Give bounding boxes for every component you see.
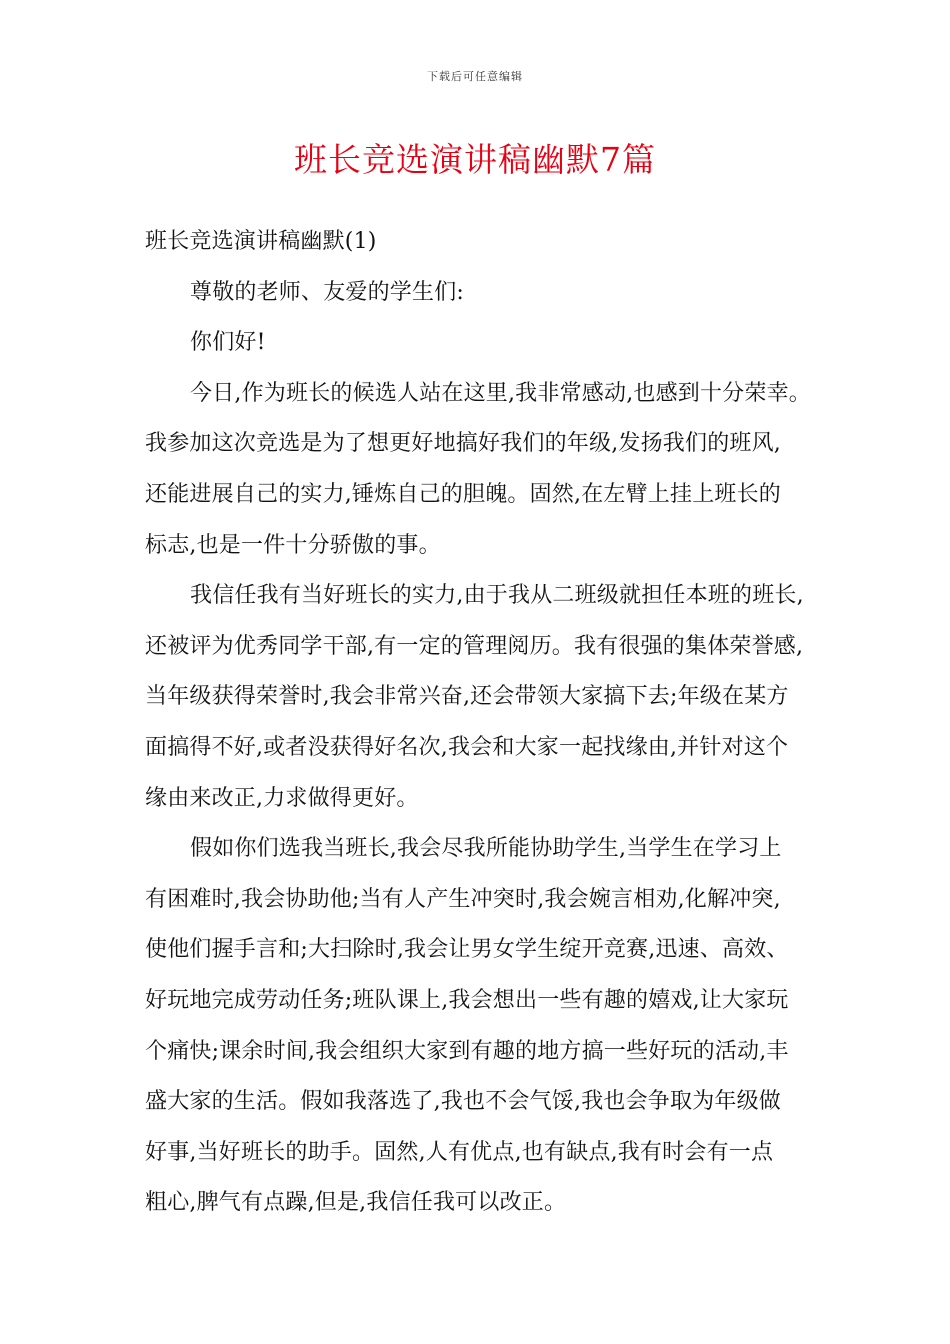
text-line: 我参加这次竞选是为了想更好地搞好我们的年级,发扬我们的班风, (145, 431, 781, 457)
section-heading: 班长竞选演讲稿幽默(1) (145, 229, 377, 254)
text-line: 今日,作为班长的候选人站在这里,我非常感动,也感到十分荣幸。 (190, 380, 811, 406)
text-line: 缘由来改正,力求做得更好。 (145, 785, 419, 811)
text-line: 还能进展自己的实力,锤炼自己的胆魄。固然,在左臂上挂上班长的 (145, 481, 781, 507)
text-line: 面搞得不好,或者没获得好名次,我会和大家一起找缘由,并针对这个 (145, 734, 789, 760)
text-line: 我信任我有当好班长的实力,由于我从二班级就担任本班的班长, (190, 583, 804, 609)
header-note: 下载后可任意编辑 (427, 70, 523, 83)
text-line: 还被评为优秀同学干部,有一定的管理阅历。我有很强的集体荣誉感, (145, 633, 804, 659)
text-line: 好事,当好班长的助手。固然,人有优点,也有缺点,我有时会有一点 (145, 1139, 774, 1165)
text-line: 盛大家的生活。假如我落选了,我也不会气馁,我也会争取为年级做 (145, 1089, 781, 1115)
text-line: 你们好! (190, 330, 266, 356)
text-line: 使他们握手言和;大扫除时,我会让男女学生绽开竞赛,迅速、高效、 (145, 937, 789, 963)
text-line: 当年级获得荣誉时,我会非常兴奋,还会带领大家搞下去;年级在某方 (145, 684, 789, 710)
document-title: 班长竞选演讲稿幽默7篇 (294, 140, 656, 179)
text-line: 个痛快;课余时间,我会组织大家到有趣的地方搞一些好玩的活动,丰 (145, 1038, 789, 1064)
text-line: 尊敬的老师、友爱的学生们: (190, 279, 465, 305)
body-text (145, 226, 815, 1238)
text-line: 假如你们选我当班长,我会尽我所能协助学生,当学生在学习上 (190, 836, 782, 862)
text-line: 标志,也是一件十分骄傲的事。 (145, 532, 441, 558)
text-line: 有困难时,我会协助他;当有人产生冲突时,我会婉言相劝,化解冲突, (145, 886, 781, 912)
text-line: 粗心,脾气有点躁,但是,我信任我可以改正。 (145, 1190, 567, 1216)
text-line: 好玩地完成劳动任务;班队课上,我会想出一些有趣的嬉戏,让大家玩 (145, 987, 789, 1013)
